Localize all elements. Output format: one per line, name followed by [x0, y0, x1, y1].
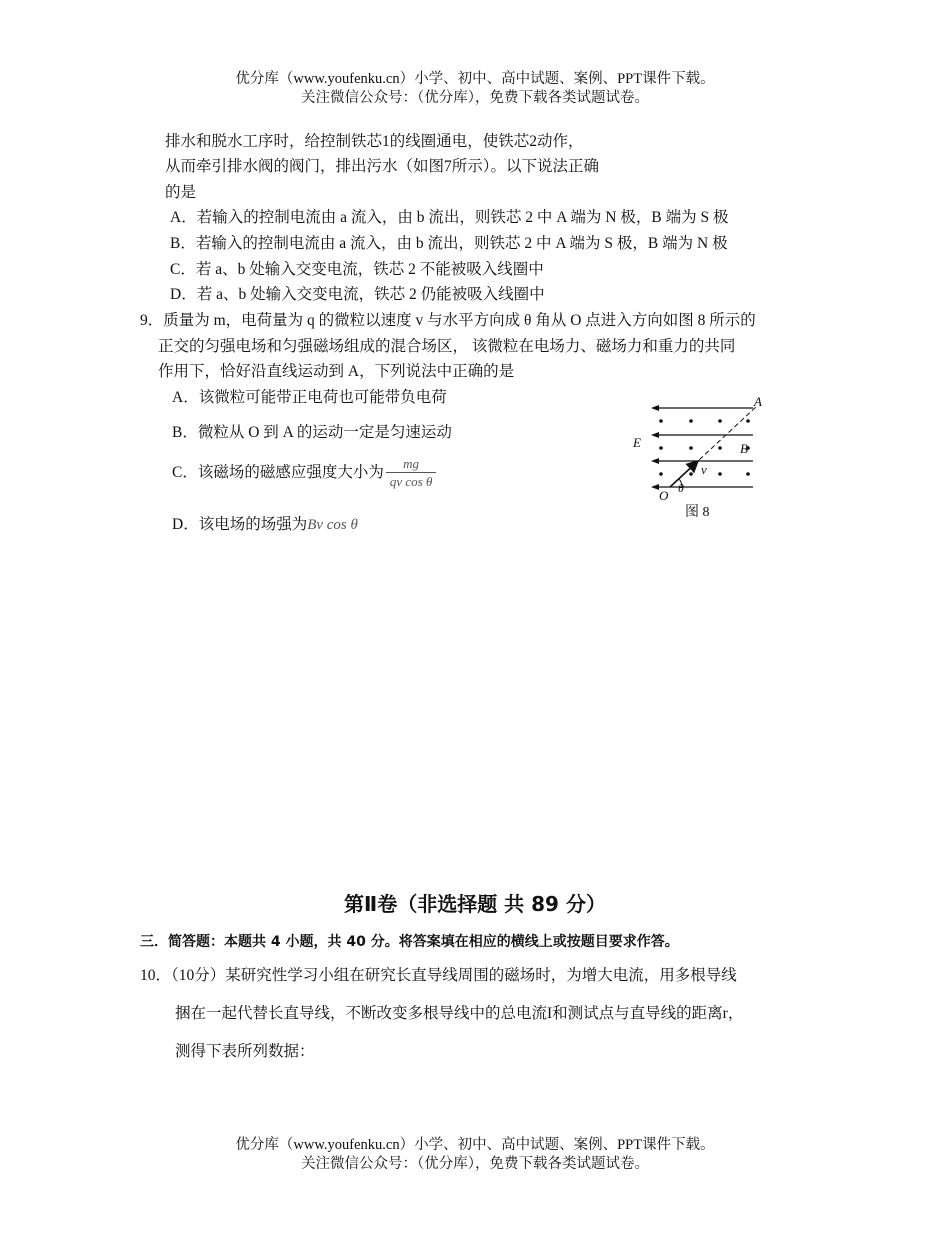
label-a: A — [754, 394, 762, 409]
field-arrow-2 — [651, 432, 659, 438]
figure-caption: 图 8 — [685, 505, 710, 520]
section-3-heading: 三．简答题：本题共 4 小题，共 40 分。将答案填在相应的横线上或按题目要求作答。 — [140, 934, 679, 950]
q9-stem-line-2: 正交的匀强电场和匀强磁场组成的混合场区， 该微粒在电场力、磁场力和重力的共同 — [158, 338, 736, 355]
velocity-arrow — [670, 461, 698, 487]
q8-option-c: C．若 a、b 处输入交变电流，铁芯 2 不能被吸入线圈中 — [170, 261, 544, 278]
q9-option-d — [172, 515, 358, 535]
q9-option-d-prefix: D．该电场的场强为 — [172, 516, 308, 533]
q8-text-line-1: 排水和脱水工序时，给控制铁芯1的线圈通电，使铁芯2动作， — [165, 133, 584, 150]
q9-stem-line-1: 9．质量为 m，电荷量为 q 的微粒以速度 v 与水平方向成 θ 角从 O 点进入方向如图 8 所示的 — [140, 312, 756, 329]
q9-option-c-prefix: C．该磁场的磁感应强度大小为 — [172, 464, 384, 482]
q9-option-a: A．该微粒可能带正电荷也可能带负电荷 — [172, 389, 447, 406]
field-arrow-4 — [651, 484, 659, 490]
q9-option-d-expression: Bv cos θ — [307, 517, 358, 533]
header-line-1: 优分库（www.youfenku.cn）小学、初中、高中试题、案例、PPT课件下载。 — [235, 71, 715, 87]
q8-text-line-2: 从而牵引排水阀的阀门，排出污水（如图7所示）。以下说法正确 — [165, 158, 600, 175]
footer-line-2: 关注微信公众号：（优分库），免费下载各类试题试卷。 — [301, 1156, 649, 1172]
q8-option-a: A．若输入的控制电流由 a 流入，由 b 流出，则铁芯 2 中 A 端为 N 极，B 端为 S 极 — [170, 209, 729, 226]
q9-option-c-fraction — [386, 456, 437, 491]
fraction-numerator: mg — [403, 456, 420, 471]
label-theta: θ — [678, 481, 684, 495]
figure-8-diagram — [625, 390, 775, 525]
q9-option-b: B．微粒从 O 到 A 的运动一定是匀速运动 — [172, 424, 452, 441]
footer-line-1: 优分库（www.youfenku.cn）小学、初中、高中试题、案例、PPT课件下载。 — [235, 1137, 715, 1153]
part-2-title: 第Ⅱ卷（非选择题 共 89 分） — [344, 892, 606, 916]
q10-line-2: 捆在一起代替长直导线，不断改变多根导线中的总电流I和测试点与直导线的距离r， — [175, 1005, 744, 1022]
q10-line-3: 测得下表所列数据： — [175, 1043, 315, 1060]
q8-option-b: B．若输入的控制电流由 a 流入，由 b 流出，则铁芯 2 中 A 端为 S 极，B 端为 N 极 — [170, 235, 728, 252]
q10-line-1: 10．（10分）某研究性学习小组在研究长直导线周围的磁场时，为增大电流，用多根导线 — [140, 967, 737, 984]
q8-option-d: D．若 a、b 处输入交变电流，铁芯 2 仍能被吸入线圈中 — [170, 286, 545, 303]
fraction-denominator: qv cos θ — [386, 472, 437, 491]
q9-option-c — [172, 456, 436, 491]
field-arrow-3 — [651, 458, 659, 464]
label-v: v — [701, 462, 707, 477]
label-b: B — [740, 441, 748, 456]
label-o: O — [659, 488, 669, 503]
label-e: E — [633, 435, 641, 450]
q8-text-line-3: 的是 — [165, 184, 197, 201]
q9-stem-line-3: 作用下，恰好沿直线运动到 A，下列说法中正确的是 — [158, 363, 515, 380]
field-arrow-1 — [651, 405, 659, 411]
header-line-2: 关注微信公众号：（优分库），免费下载各类试题试卷。 — [301, 90, 649, 106]
